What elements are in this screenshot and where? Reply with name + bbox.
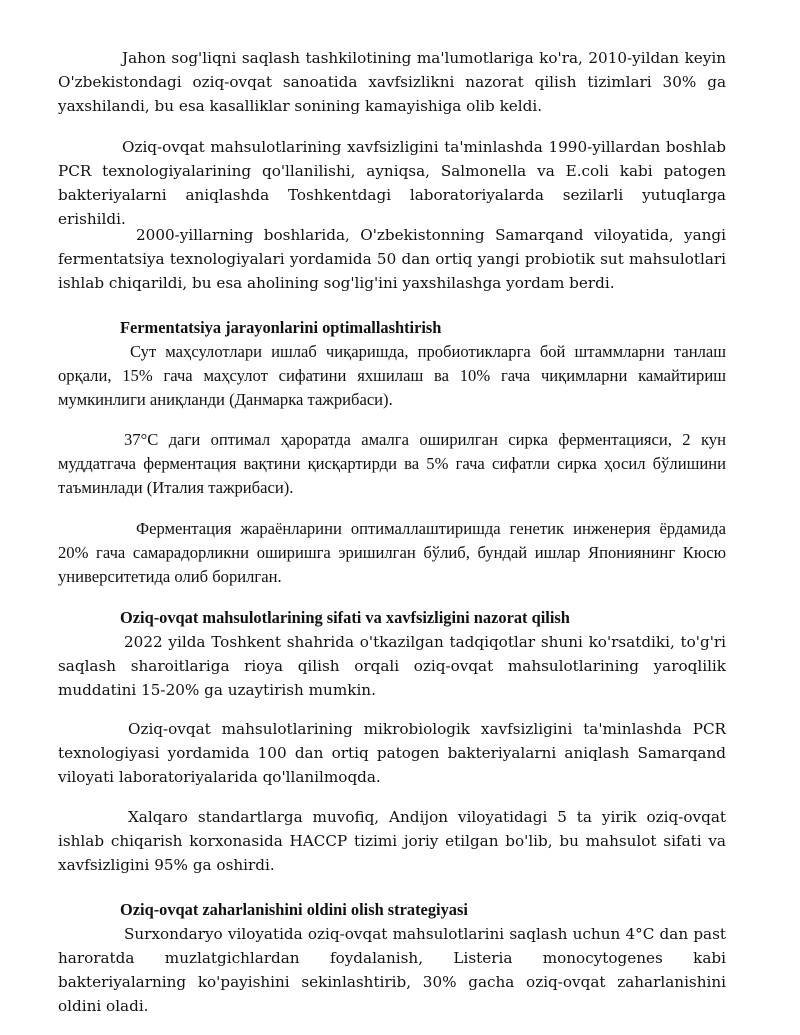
paragraph-probiotic-dairy: 2000-yillarning boshlarida, O'zbekistonning Samarqand viloyatida, yangi fermentatsiya texnologiyalari yordamida 50 dan ortiq yangi probiotik sut mahsulotlari ishlab chiqarildi, bu esa aholining sog'lig'ini yaxshilashga yordam berdi. — [58, 226, 726, 292]
paragraph-refrigeration: Surxondaryo viloyatida oziq-ovqat mahsulotlarini saqlash uchun 4°C dan past haroratda muzlatgichlardan foydalanish, Listeria monocytogenes kabi bakteriyalarning ko'payishini sekinlashtirib, 30% gacha oziq-ovqat zaharlanishini oldini oladi. — [58, 925, 726, 1015]
paragraph-microbiological-safety: Oziq-ovqat mahsulotlarining mikrobiologik xavfsizligini ta'minlashda PCR texnologiyasi yordamida 100 dan ortiq patogen bakteriyalarni aniqlash Samarqand viloyati laboratoriyalarida qo'llanilmoqda. — [58, 720, 726, 786]
paragraph-dairy-strains: Сут маҳсулотлари ишлаб чиқаришда, пробиотикларга бой штаммларни танлаш орқали, 15% гача маҳсулот сифатини яхшилаш ва 10% гача чиқимларни камайтириш мумкинлиги аниқланди (Данмарка тажрибаси). — [58, 342, 726, 409]
paragraph-haccp: Xalqaro standartlarga muvofiq, Andijon viloyatidagi 5 ta yirik oziq-ovqat ishlab chiqarish korxonasida HACCP tizimi joriy etilgan bo'lib, bu mahsulot sifati va xavfsizligini 95% ga oshirdi. — [58, 808, 726, 874]
heading-quality-control: Oziq-ovqat mahsulotlarining sifati va xavfsizligini nazorat qilish — [120, 608, 570, 627]
paragraph-who-data: Jahon sog'liqni saqlash tashkilotining ma'lumotlariga ko'ra, 2010-yildan keyin O'zbekistondagi oziq-ovqat sanoatida xavfsizlikni nazorat qilish tizimlari 30% ga yaxshilandi, bu esa kasalliklar sonining kamayishiga olib keldi. — [58, 49, 726, 115]
heading-poisoning-prevention: Oziq-ovqat zaharlanishini oldini olish strategiyasi — [120, 900, 468, 919]
paragraph-genetic-engineering: Ферментация жараёнларини оптималлаштиришда генетик инженерия ёрдамида 20% гача самарадорликни оширишга эришилган бўлиб, бундай ишлар Япониянинг Кюсю университетида олиб борилган. — [58, 519, 726, 586]
paragraph-vinegar-fermentation: 37°C даги оптимал ҳароратда амалга оширилган сирка ферментацияси, 2 кун муддатгача ферментация вақтини қисқартирди ва 5% гача сифатли сирка ҳосил бўлишини таъминлади (Италия тажрибаси). — [58, 430, 726, 497]
paragraph-pcr-history: Oziq-ovqat mahsulotlarining xavfsizligini ta'minlashda 1990-yillardan boshlab PCR texnologiyalarining qo'llanilishi, ayniqsa, Salmonella va E.coli kabi patogen bakteriyalarni aniqlashda Toshkentdagi laboratoriyalarda sezilarli yutuqlarga erishildi. — [58, 138, 726, 228]
paragraph-storage-conditions: 2022 yilda Toshkent shahrida o'tkazilgan tadqiqotlar shuni ko'rsatdiki, to'g'ri saqlash sharoitlariga rioya qilish orqali oziq-ovqat mahsulotlarining yaroqlilik muddatini 15-20% ga uzaytirish mumkin. — [58, 633, 726, 699]
heading-fermentation-optimization: Fermentatsiya jarayonlarini optimallashtirish — [120, 318, 442, 337]
